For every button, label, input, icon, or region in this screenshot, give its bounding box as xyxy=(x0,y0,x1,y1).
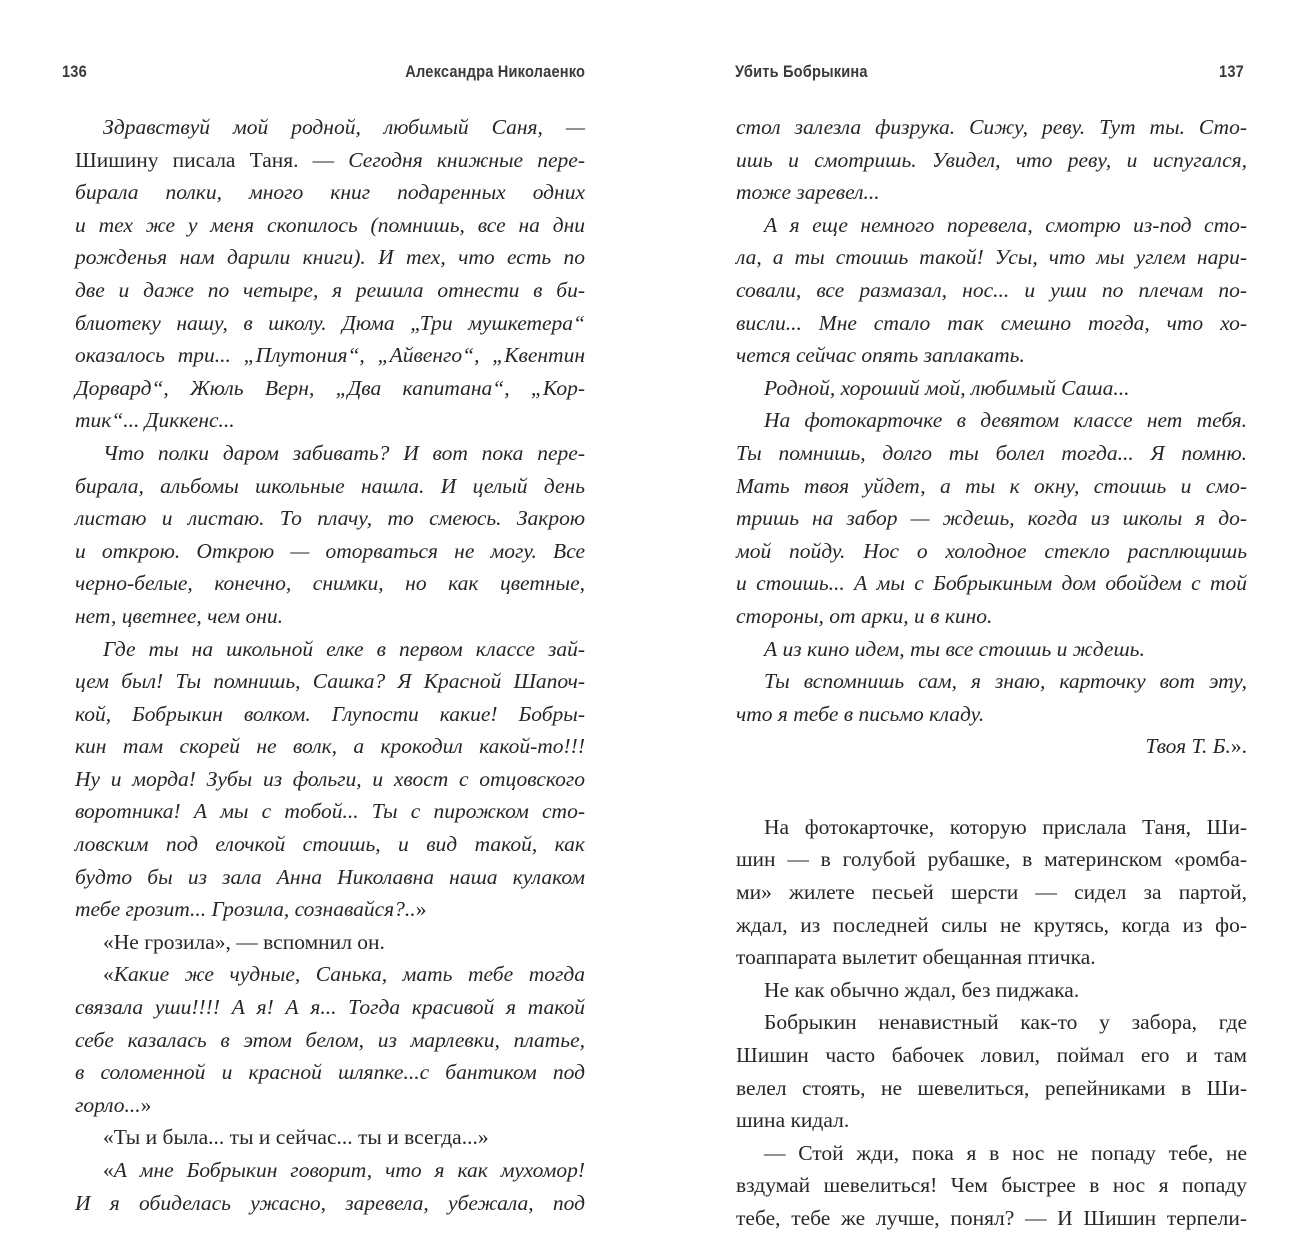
italic-text: А я еще немного поревела, смотрю из-под сто- xyxy=(764,212,1247,237)
italic-text: стол залезла физрука. Сижу, реву. Тут ты. Сто- xyxy=(736,115,1247,139)
text-line xyxy=(75,763,585,796)
italic-text: Родной, хороший мой, любимый Саша... xyxy=(764,375,1130,400)
italic-text: Дорвард“, Жюль Верн, „Два капитана“, „Кор- xyxy=(75,375,585,400)
text-line xyxy=(736,1072,1247,1105)
italic-text: совали, все размазал, нос... и уши по плечам по- xyxy=(736,277,1247,302)
italic-text: тоже заревел... xyxy=(736,180,880,205)
roman-text: ждал, из последней силы не крутясь, когда из фо- xyxy=(736,912,1247,937)
roman-text: вздумай шевелиться! Чем быстрее в нос я попаду xyxy=(736,1173,1247,1198)
text-line xyxy=(736,698,1247,731)
roman-text: « xyxy=(103,1158,114,1182)
text-line xyxy=(736,665,1247,698)
text-line xyxy=(736,502,1247,535)
text-line xyxy=(736,941,1247,974)
text-line xyxy=(75,567,585,600)
italic-text: горло... xyxy=(75,1092,141,1117)
italic-text: Какие же чудные, Санька, мать тебе тогда xyxy=(113,962,585,987)
italic-text: висли... Мне стало так смешно тогда, что хо- xyxy=(736,310,1247,335)
italic-text: кин там скорей не волк, а крокодил какой-то!!! xyxy=(75,734,585,759)
italic-text: Что полки даром забивать? И вот пока пере- xyxy=(103,440,585,465)
text-line xyxy=(75,372,585,405)
roman-text: шина кидал. xyxy=(736,1108,850,1133)
text-line xyxy=(75,958,585,991)
italic-text: связала уши!!!! А я! А я... Тогда красивой я такой xyxy=(75,995,585,1020)
italic-text: А из кино идем, ты все стоишь и ждешь. xyxy=(764,636,1145,661)
text-line xyxy=(736,567,1247,600)
text-line xyxy=(736,811,1247,844)
text-line xyxy=(736,1039,1247,1072)
text-line xyxy=(75,241,585,274)
text-line xyxy=(736,437,1247,470)
text-line xyxy=(75,307,585,340)
text-line xyxy=(736,535,1247,568)
page-body xyxy=(75,111,585,1219)
left-page xyxy=(0,0,657,1215)
text-line xyxy=(736,1006,1247,1039)
text-line xyxy=(736,633,1247,666)
text-line xyxy=(75,404,585,437)
text-line xyxy=(736,274,1247,307)
italic-text: Ну и морда! Зубы из фольги, и хвост с отцовского xyxy=(75,766,585,791)
roman-text: Шишину писала Таня. — xyxy=(75,147,349,172)
text-line xyxy=(75,665,585,698)
text-line xyxy=(75,1187,585,1220)
text-line xyxy=(75,861,585,894)
text-line xyxy=(736,843,1247,876)
italic-text: стороны, от арки, и в кино. xyxy=(736,603,993,628)
page-number: 136 xyxy=(62,62,87,81)
running-head-author: Александра Николаенко xyxy=(405,62,585,81)
italic-text: тебе грозит... Грозила, сознавайся?.. xyxy=(75,897,416,922)
italic-text: ишь и смотришь. Увидел, что реву, и испугался, xyxy=(736,147,1247,172)
text-line xyxy=(736,339,1247,372)
italic-text: воротника! А мы с тобой... Ты с пирожком сто- xyxy=(75,799,585,824)
italic-text: Где ты на школьной елке в первом классе зай- xyxy=(103,636,585,661)
roman-text: шин — в голубой рубашке, в материнском «ромба- xyxy=(736,847,1247,872)
text-line xyxy=(736,307,1247,340)
text-line xyxy=(75,176,585,209)
text-line xyxy=(75,926,585,959)
text-line xyxy=(75,1121,585,1154)
text-line xyxy=(736,1104,1247,1137)
text-line xyxy=(736,876,1247,909)
roman-text: Бобрыкин ненавистный как-то у забора, где xyxy=(764,1010,1247,1035)
roman-text: — Стой жди, пока я в нос не попаду тебе, не xyxy=(764,1140,1247,1165)
italic-text: тришь на забор — ждешь, когда из школы я до- xyxy=(736,506,1247,531)
text-line xyxy=(736,111,1247,144)
italic-text: листаю и листаю. То плачу, то смеюсь. Закрою xyxy=(75,506,585,531)
text-line xyxy=(75,209,585,242)
italic-text: в соломенной и красной шляпке...с бантиком под xyxy=(75,1060,585,1085)
roman-text: Шишин часто бабочек ловил, поймал его и там xyxy=(736,1043,1247,1068)
text-line xyxy=(736,909,1247,942)
text-line xyxy=(75,600,585,633)
page-number: 137 xyxy=(1219,62,1244,81)
text-line xyxy=(736,144,1247,177)
roman-text: «Ты и была... ты и сейчас... ты и всегда...» xyxy=(103,1125,489,1150)
text-line xyxy=(75,470,585,503)
text-line xyxy=(736,209,1247,242)
text-line xyxy=(75,1154,585,1187)
italic-text: нет, цветнее, чем они. xyxy=(75,603,284,628)
italic-text: ловским под елочкой стоишь, и вид такой, как xyxy=(75,832,585,857)
italic-text: ла, а ты стоишь такой! Усы, что мы углем нари- xyxy=(736,245,1247,270)
text-line xyxy=(75,274,585,307)
italic-text: Твоя Т. Б. xyxy=(1145,734,1231,759)
roman-text: Не как обычно ждал, без пиджака. xyxy=(764,977,1080,1002)
italic-text: кой, Бобрыкин волком. Глупости какие! Бобры- xyxy=(75,701,585,726)
text-line xyxy=(736,600,1247,633)
text-line xyxy=(75,144,585,177)
running-head-title: Убить Бобрыкина xyxy=(735,62,868,81)
italic-text: цем был! Ты помнишь, Сашка? Я Красной Шапоч- xyxy=(75,669,585,694)
roman-text: тоаппарата вылетит обещанная птичка. xyxy=(736,945,1096,970)
italic-text: мой пойду. Нос о холодное стекло расплющишь xyxy=(736,538,1247,563)
roman-text: « xyxy=(103,962,114,987)
text-line xyxy=(75,828,585,861)
text-line xyxy=(736,1202,1247,1235)
text-line xyxy=(75,633,585,666)
text-line xyxy=(75,1056,585,1089)
text-line xyxy=(75,1089,585,1122)
text-line xyxy=(75,1024,585,1057)
text-line xyxy=(736,1137,1247,1170)
italic-text: оказалось три... „Плутония“, „Айвенго“, „Квентин xyxy=(75,343,585,368)
text-line xyxy=(736,1169,1247,1202)
text-line xyxy=(736,404,1247,437)
roman-text: ми» жилете песьей шерсти — сидел за партой, xyxy=(736,880,1247,905)
italic-text: и открою. Открою — оторваться не могу. Все xyxy=(75,538,585,563)
italic-text: блиотеку нашу, в школу. Дюма „Три мушкетера“ xyxy=(75,310,585,335)
text-line xyxy=(736,241,1247,274)
italic-text: тик“... Диккенс... xyxy=(75,408,235,433)
text-line xyxy=(75,730,585,763)
letter-signature xyxy=(736,730,1247,763)
text-line xyxy=(75,795,585,828)
text-line xyxy=(75,893,585,926)
italic-text: будто бы из зала Анна Николавна наша кулаком xyxy=(75,864,585,889)
text-line xyxy=(75,502,585,535)
text-line xyxy=(736,974,1247,1007)
text-line xyxy=(75,535,585,568)
italic-text: себе казалась в этом белом, из марлевки, платье, xyxy=(75,1027,585,1052)
roman-text: ». xyxy=(1230,734,1247,759)
italic-text: две и даже по четыре, я решила отнести в би- xyxy=(75,277,585,302)
text-line xyxy=(75,698,585,731)
text-line xyxy=(75,111,585,144)
text-line xyxy=(75,991,585,1024)
italic-text: и тех же у меня скопилось (помнишь, все на дни xyxy=(75,212,585,237)
text-line xyxy=(736,372,1247,405)
italic-text: что я тебе в письмо кладу. xyxy=(736,701,985,726)
roman-text: На фотокарточке, которую прислала Таня, Ши- xyxy=(764,814,1247,839)
text-line xyxy=(75,437,585,470)
text-line xyxy=(75,339,585,372)
page-body xyxy=(736,111,1247,1235)
italic-text: На фотокарточке в девятом классе нет тебя. xyxy=(764,408,1247,433)
italic-text: и стоишь... А мы с Бобрыкиным дом обойдем с той xyxy=(736,571,1247,596)
italic-text: Ты вспомнишь сам, я знаю, карточку вот эту, xyxy=(764,669,1247,694)
section-break xyxy=(736,763,1247,811)
italic-text: Ты помнишь, долго ты болел тогда... Я помню. xyxy=(736,440,1247,465)
text-line xyxy=(736,176,1247,209)
italic-text: И я обиделась ужасно, заревела, убежала, под xyxy=(75,1190,585,1215)
italic-text: Здравствуй мой родной, любимый Саня, — xyxy=(103,115,585,139)
italic-text: Мать твоя уйдет, а ты к окну, стоишь и смо- xyxy=(736,473,1247,498)
italic-text: бирала, альбомы школьные нашла. И целый день xyxy=(75,473,585,498)
roman-text: » xyxy=(415,897,427,922)
roman-text: «Не грозила», — вспомнил он. xyxy=(103,929,385,954)
roman-text: велел стоять, не шевелиться, репейниками в Ши- xyxy=(736,1075,1247,1100)
italic-text: Сегодня книжные пере- xyxy=(348,147,585,172)
roman-text: тебе, тебе же лучше, понял? — И Шишин терпели- xyxy=(736,1206,1247,1230)
text-line xyxy=(736,470,1247,503)
right-page xyxy=(657,0,1314,1230)
italic-text: А мне Бобрыкин говорит, что я как мухомор! xyxy=(113,1158,585,1182)
italic-text: бирала полки, много книг подаренных одних xyxy=(75,180,585,205)
italic-text: чется сейчас опять заплакать. xyxy=(736,343,1025,368)
italic-text: черно-белые, конечно, снимки, но как цветные, xyxy=(75,571,585,596)
roman-text: » xyxy=(140,1092,152,1117)
italic-text: рожденья нам дарили книги). И тех, что есть по xyxy=(75,245,585,270)
